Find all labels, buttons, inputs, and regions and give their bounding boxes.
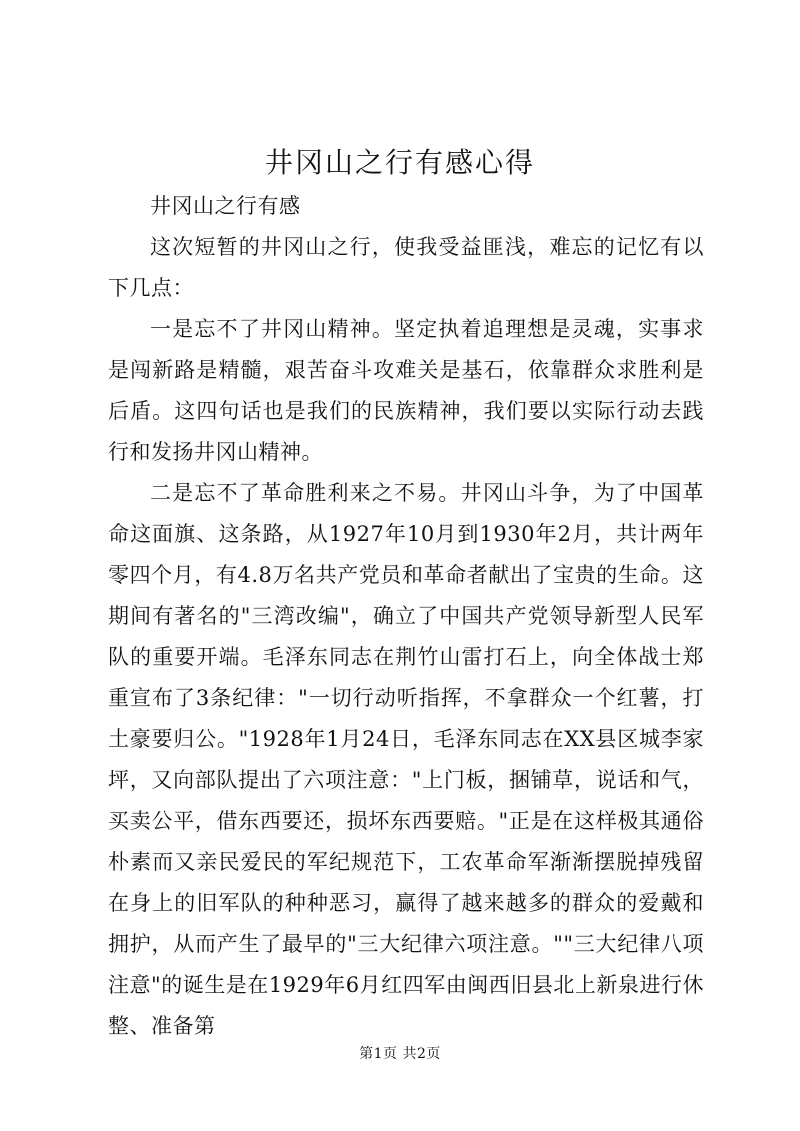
document-title: 井冈山之行有感心得 [264,146,535,179]
paragraph-intro: 这次短暂的井冈山之行，使我受益匪浅，难忘的记忆有以下几点： [108,235,704,300]
paragraph-point-two: 二是忘不了革命胜利来之不易。井冈山斗争，为了中国革命这面旗、这条路，从1927年10月到1930年2月，共计两年零四个月，有4.8万名共产党员和革命者献出了宝贵的生命。这期间有著名的"三湾改编"，确立了中国共产党领导新型人民军队的重要开端。毛泽东同志在荆竹山雷打石上，向全体战士郑重宣布了3条纪律："一切行动听指挥，不拿群众一个红薯，打土豪要归公。"1928年1月24日，毛泽东同志在XX县区城李家坪，又向部队提出了六项注意："上门板，捆铺草，说话和气，买卖公平，借东西要还，损坏东西要赔。"正是在这样极其通俗朴素而又亲民爱民的军纪规范下，工农革命军渐渐摆脱掉残留在身上的旧军队的种种恶习，赢得了越来越多的群众的爱戴和拥护，从而产生了最早的"三大纪律六项注意。""三大纪律八项注意"的诞生是在1929年6月红四军由闽西旧县北上新泉进行休整、准备第 [108,481,704,1038]
document-body [108,186,704,1047]
page-footer: 第1页 共2页 [359,1046,441,1062]
paragraph-point-one: 一是忘不了井冈山精神。坚定执着追理想是灵魂，实事求是闯新路是精髓，艰苦奋斗攻难关是基石，依靠群众求胜利是后盾。这四句话也是我们的民族精神，我们要以实际行动去践行和发扬井冈山精神。 [108,317,704,464]
paragraph-subtitle: 井冈山之行有感 [150,194,301,218]
